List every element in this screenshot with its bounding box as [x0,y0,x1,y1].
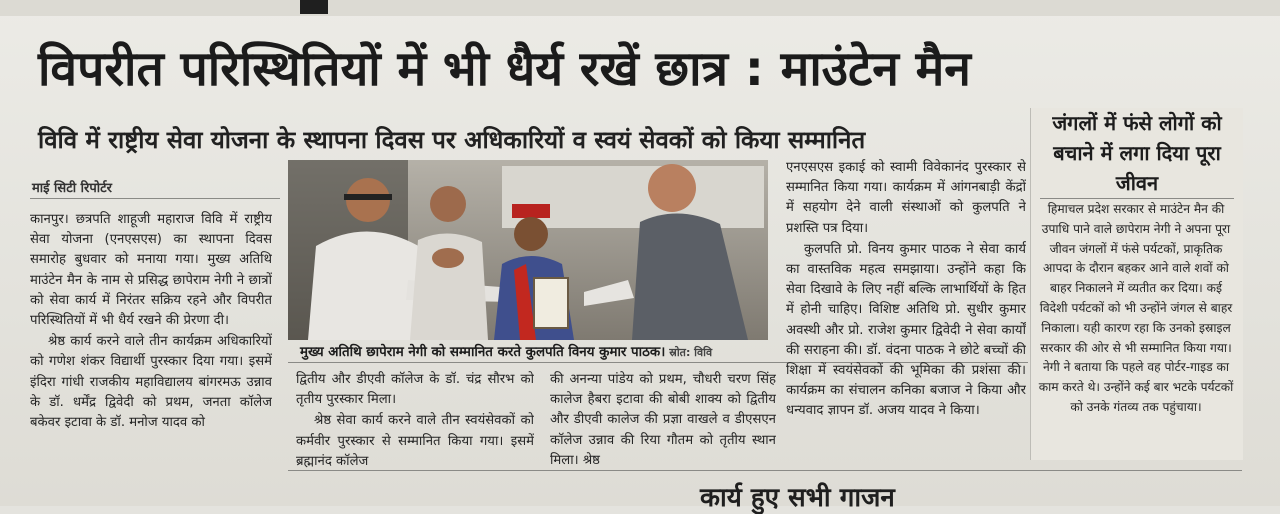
photo-illustration [288,160,768,340]
article-column-1 [30,210,272,480]
sidebar-body: हिमाचल प्रदेश सरकार से माउंटेन मैन की उपाधि पाने वाले छापेराम नेगी ने अपना पूरा जीवन जंगलों में फंसे पर्यटकों, प्राकृतिक आपदा के दौरान बहकर आने वाले शवों को बाहर निकालने में व्यतीत कर दिया। कई विदेशी पर्यटकों को भी उन्होंने जंगल से बाहर निकाला। यही कारण रहा कि उनको इस्राइल सरकार की ओर से भी सम्मानित किया गया। नेगी ने बताया कि पहले वह पोर्टर-गाइड का काम करते थे। उन्होंने कई बार भटके पर्यटकों को उनके गंतव्य तक पहुंचाया। [1038,202,1234,414]
paragraph: की अनन्या पांडेय को प्रथम, चौधरी चरण सिंह कालेज हैबरा इटावा की बोबी शाक्य को द्वितीय और डीएवी कालेज की प्रज्ञा वाखले व डीएसएन कॉलेज उन्नाव की रिया गौतम को तृतीय स्थान मिला। श्रेष्ठ [550,372,776,468]
paragraph: श्रेष्ठ कार्य करने वाले तीन कार्यक्रम अधिकारियों को गणेश शंकर विद्यार्थी पुरस्कार दिया गया। इसमें इंदिरा गांधी राजकीय महाविद्यालय बांगरमऊ उन्नाव के डॉ. धर्मेंद्र द्विवेदी को प्रथम, जनता कॉलेज बकेवर इटावा के डॉ. मनोज यादव को [30,334,272,431]
next-article-headline: कार्य हुए सभी गाजन [700,483,895,513]
sidebar-rule [1040,198,1234,199]
top-mark [300,0,328,14]
sidebar-headline: जंगलों में फंसे लोगों को बचाने में लगा दिया पूरा जीवन [1052,111,1222,195]
byline-rule [30,198,280,199]
photo-caption [300,342,768,360]
headline: विपरीत परिस्थितियों में भी धैर्य रखें छात्र : माउंटेन मैन [38,41,971,97]
paragraph: कानपुर। छत्रपति शाहूजी महाराज विवि में राष्ट्रीय सेवा योजना (एनएसएस) का स्थापना दिवस समारोह बुधवार को मनाया गया। मुख्य अतिथि माउंटेन मैन के नाम से प्रसिद्ध छापेराम नेगी ने छात्रों को सेवा कार्य में निरंतर सक्रिय रहने और विपरीत परिस्थितियों में भी धैर्य रखने की प्रेरणा दी। [30,212,272,329]
bottom-rule [288,470,1242,471]
byline: माई सिटी रिपोर्टर [32,181,112,196]
subheadline: विवि में राष्ट्रीय सेवा योजना के स्थापना दिवस पर अधिकारियों व स्वयं सेवकों को किया सम्मानित [38,126,866,154]
article-column-4 [786,158,1026,474]
previous-page-strip [0,0,1280,16]
news-photo [288,160,768,340]
article-column-3 [550,370,776,478]
article-column-2 [296,370,534,478]
paragraph: कुलपति प्रो. विनय कुमार पाठक ने सेवा कार्य का वास्तविक महत्व समझाया। उन्होंने कहा कि सेवा दिखावे के लिए नहीं बल्कि लाभार्थियों के हित में होनी चाहिए। विशिष्ट अतिथि प्रो. सुधीर कुमार अवस्थी और प्रो. राजेश कुमार द्विवेदी ने सेवा कार्यों की सराहना की। डॉ. वंदना पाठक ने छोटे बच्चों की शिक्षा में स्वयंसेवकों की भूमिका की प्रशंसा की। कार्यक्रम का संचालन कनिका बजाज ने किया और धन्यवाद ज्ञापन डॉ. अजय यादव ने किया। [786,241,1026,419]
caption-text: मुख्य अतिथि छापेराम नेगी को सम्मानित करते कुलपति विनय कुमार पाठक। [300,345,666,360]
paragraph: द्वितीय और डीएवी कॉलेज के डॉ. चंद्र सौरभ को तृतीय पुरस्कार मिला। [296,372,534,408]
paragraph: श्रेष्ठ सेवा कार्य करने वाले तीन स्वयंसेवकों को कर्मवीर पुरस्कार से सम्मानित किया गया। इसमें ब्रह्मानंद कॉलेज [296,413,534,469]
paragraph: एनएसएस इकाई को स्वामी विवेकानंद पुरस्कार से सम्मानित किया गया। कार्यक्रम में आंगनबाड़ी केंद्रों में सहयोग देने वाली संस्थाओं को कुलपति ने प्रशस्ति पत्र दिया। [786,160,1026,236]
photo-credit: स्रोत: विवि [669,346,713,359]
